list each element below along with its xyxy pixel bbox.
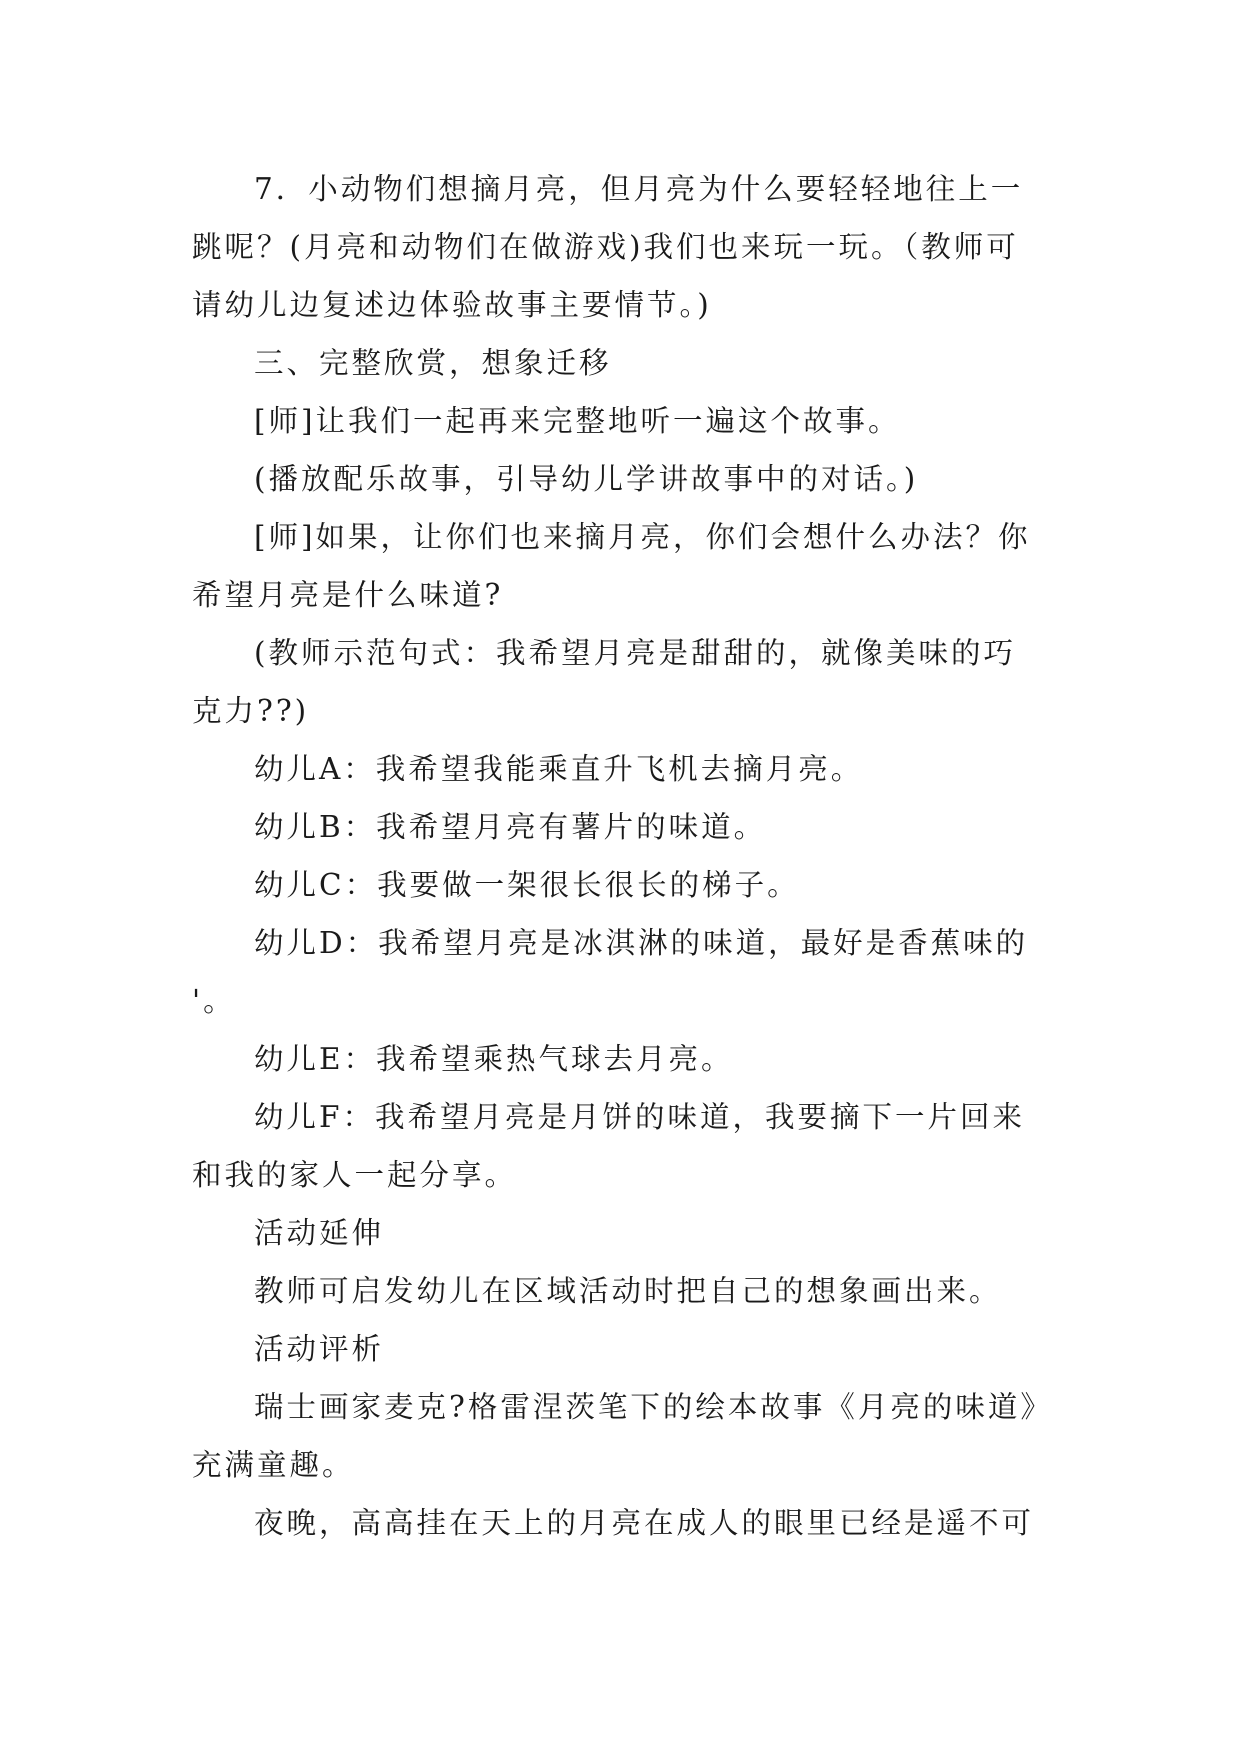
paragraph-line: [师]让我们一起再来完整地听一遍这个故事。: [254, 404, 901, 438]
paragraph-line: 教师可启发幼儿在区域活动时把自己的想象画出来。: [254, 1274, 1002, 1308]
paragraph-line: 幼儿C：我要做一架很长很长的梯子。: [254, 868, 800, 902]
paragraph-line: 幼儿D：我希望月亮是冰淇淋的味道，最好是香蕉味的: [254, 926, 1029, 960]
paragraph-line: [师]如果，让你们也来摘月亮，你们会想什么办法？你: [254, 520, 1031, 554]
paragraph-line: 跳呢？(月亮和动物们在做游戏)我们也来玩一玩。（教师可: [192, 230, 1019, 264]
section-heading: 活动延伸: [254, 1216, 385, 1250]
paragraph-line: (教师示范句式：我希望月亮是甜甜的，就像美味的巧: [254, 636, 1017, 670]
section-heading: 活动评析: [254, 1332, 385, 1366]
document-body: [192, 160, 1072, 1552]
paragraph-line: 幼儿A：我希望我能乘直升飞机去摘月亮。: [254, 752, 864, 786]
paragraph-line: 克力??): [192, 694, 310, 728]
paragraph-line: 幼儿B：我希望月亮有薯片的味道。: [254, 810, 767, 844]
paragraph-line: 充满童趣。: [192, 1448, 355, 1482]
paragraph-line: 和我的家人一起分享。: [192, 1158, 518, 1192]
paragraph-line: 希望月亮是什么味道?: [192, 578, 504, 612]
paragraph-line: 瑞士画家麦克?格雷涅茨笔下的绘本故事《月亮的味道》: [254, 1390, 1053, 1424]
paragraph-line: '。: [192, 984, 236, 1018]
paragraph-line: 请幼儿边复述边体验故事主要情节。): [192, 288, 712, 322]
paragraph-line: 7．小动物们想摘月亮，但月亮为什么要轻轻地往上一: [254, 172, 1024, 206]
paragraph-line: 夜晚，高高挂在天上的月亮在成人的眼里已经是遥不可: [254, 1506, 1035, 1540]
paragraph-line: (播放配乐故事，引导幼儿学讲故事中的对话。): [254, 462, 919, 496]
paragraph-line: 幼儿E：我希望乘热气球去月亮。: [254, 1042, 734, 1076]
paragraph-line: 幼儿F：我希望月亮是月饼的味道，我要摘下一片回来: [254, 1100, 1025, 1134]
section-heading: 三、完整欣赏，想象迁移: [254, 346, 612, 380]
